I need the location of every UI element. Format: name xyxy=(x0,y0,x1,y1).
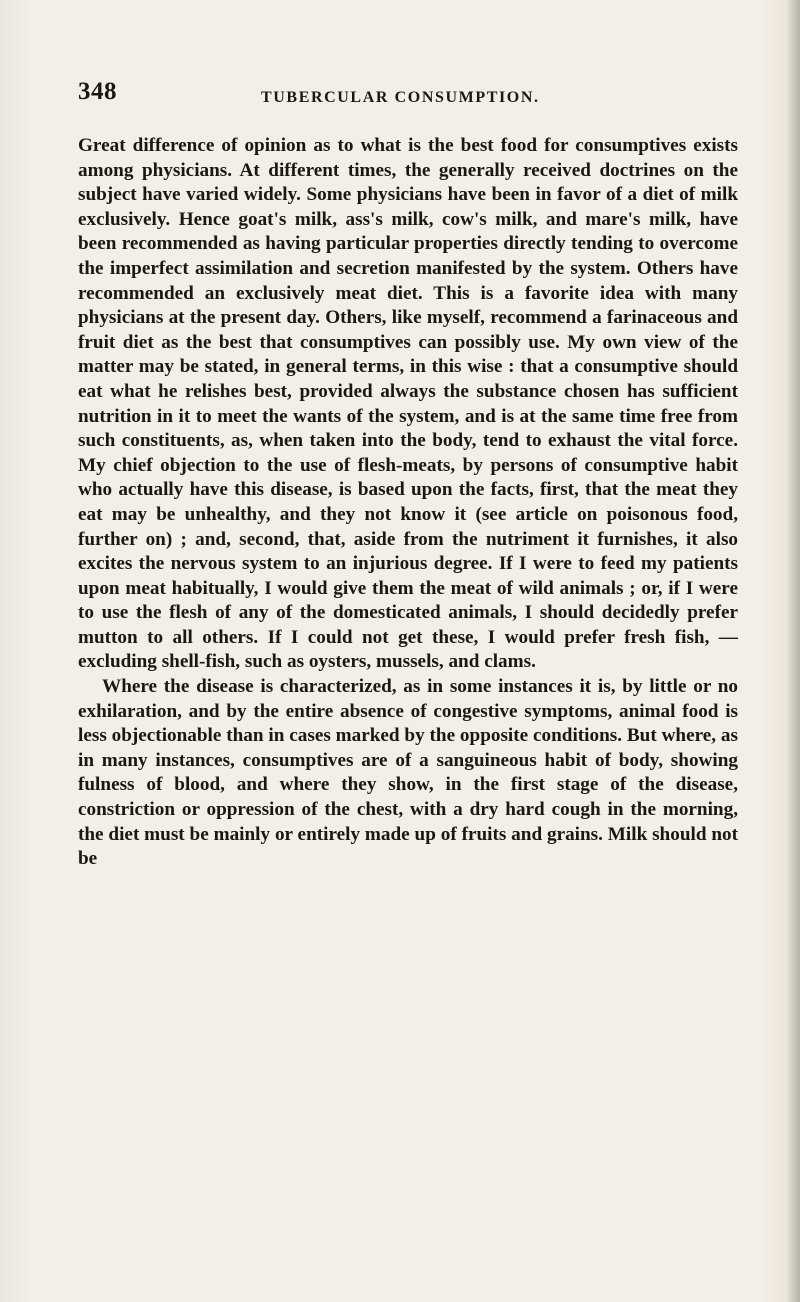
page-header xyxy=(78,78,738,118)
paragraph: Great difference of opinion as to what is the best food for consumptives exists among physicians. At different times, the generally received doctrines on the subject have varied widely. Some physicians have been in favor of a diet of milk exclusively. Hence goat's milk, ass's milk, cow's milk, and mare's milk, have been recommended as having particular properties directly tending to overcome the imperfect assimilation and secretion manifested by the system. Others have recommended an exclusively meat diet. This is a favorite idea with many physicians at the present day. Others, like myself, recommend a farinaceous and fruit diet as the best that consumptives can possibly use. My own view of the matter may be stated, in general terms, in this wise : that a consumptive should eat what he relishes best, provided always the substance chosen has sufficient nutrition in it to meet the wants of the system, and is at the same time free from such constituents, as, when taken into the body, tend to exhaust the vital force. My chief objection to the use of flesh-meats, by persons of consumptive habit who actually have this disease, is based upon the facts, first, that the meat they eat may be unhealthy, and they not know it (see article on poisonous food, further on) ; and, second, that, aside from the nutriment it furnishes, it also excites the nervous system to an injurious degree. If I were to feed my patients upon meat habitually, I would give them the meat of wild animals ; or, if I were to use the flesh of any of the domesticated animals, I should decidedly prefer mutton to all others. If I could not get these, I would prefer fresh fish, — excluding shell-fish, such as oysters, mussels, and clams. xyxy=(78,135,738,673)
page-edge-shadow xyxy=(786,0,800,1302)
page-number: 348 xyxy=(78,78,117,105)
running-head: TUBERCULAR CONSUMPTION. xyxy=(261,89,540,106)
body-text xyxy=(78,134,738,872)
paragraph: Where the disease is characterized, as in some instances it is, by little or no exhilaration, and by the entire absence of congestive symptoms, animal food is less objectionable than in cases marked by the opposite conditions. But where, as in many instances, consumptives are of a sanguineous habit of body, showing fulness of blood, and where they show, in the first stage of the disease, constriction or oppression of the chest, with a dry hard cough in the morning, the diet must be mainly or entirely made up of fruits and grains. Milk should not be xyxy=(78,676,738,870)
